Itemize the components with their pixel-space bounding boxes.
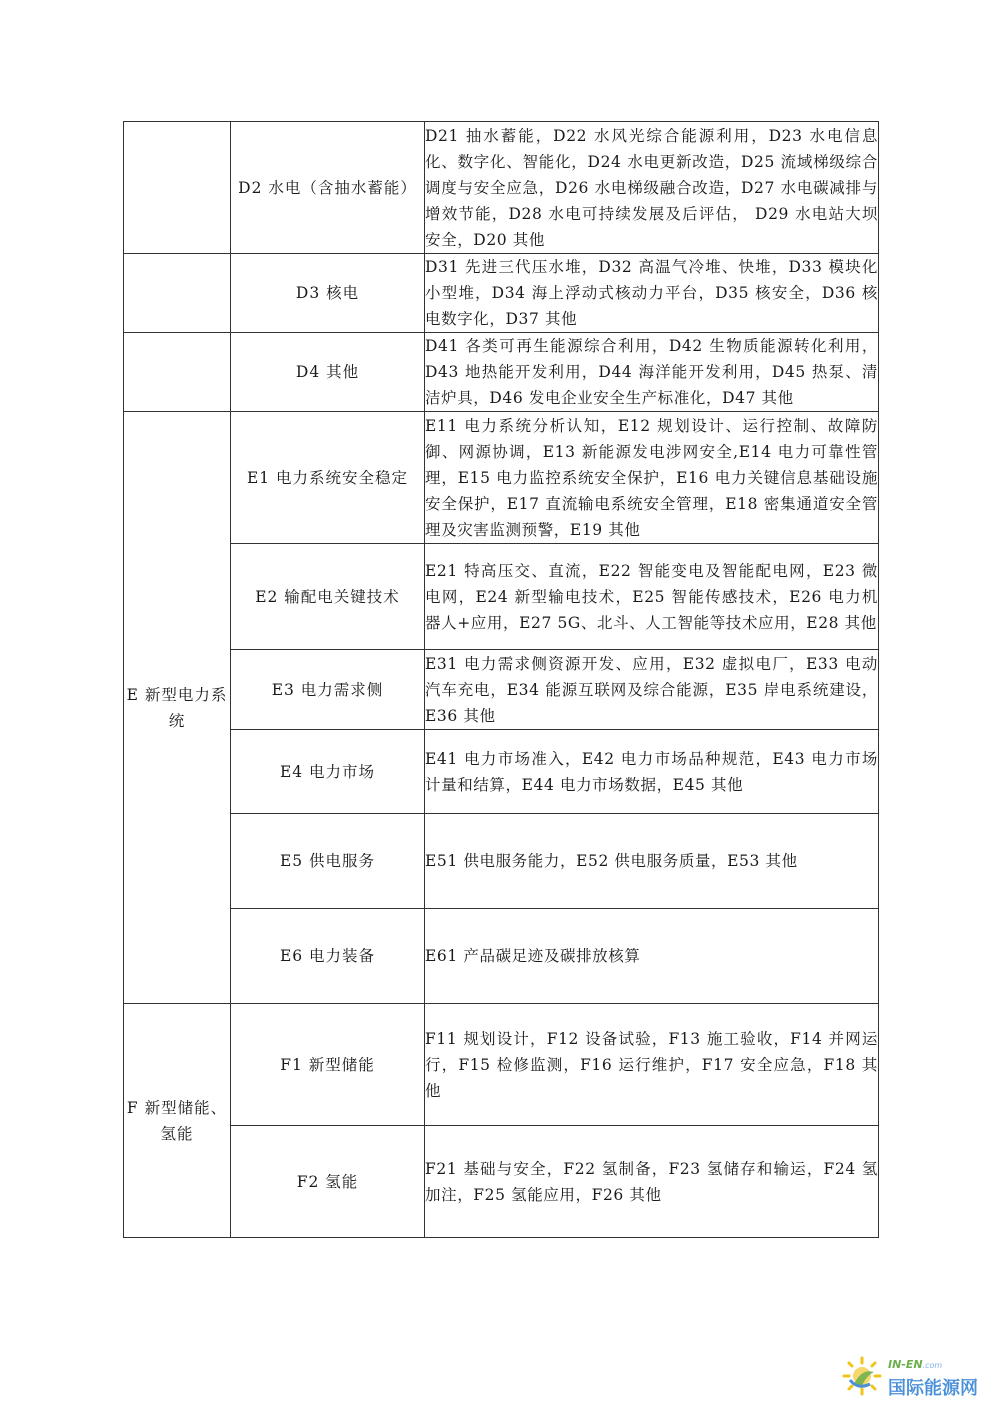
items-cell: D31 先进三代压水堆，D32 高温气冷堆、快堆，D33 模块化小型堆，D34 海上浮动式核动力平台，D35 核安全，D36 核电数字化，D37 其他 — [425, 254, 879, 333]
table-row — [124, 814, 879, 909]
watermark-logo — [840, 1352, 980, 1400]
items-cell: E61 产品碳足迹及碳排放核算 — [425, 909, 879, 1004]
subcategory-cell: F1 新型储能 — [231, 1004, 425, 1126]
category-cell — [124, 333, 231, 412]
sun-icon — [840, 1354, 884, 1398]
table-row — [124, 909, 879, 1004]
category-cell — [124, 254, 231, 333]
watermark-name: 国际能源网 — [888, 1378, 978, 1399]
category-table — [123, 121, 879, 1238]
subcategory-cell: F2 氢能 — [231, 1126, 425, 1238]
items-cell: F11 规划设计，F12 设备试验，F13 施工验收，F14 并网运行，F15 检修监测，F16 运行维护，F17 安全应急，F18 其他 — [425, 1004, 879, 1126]
category-cell: E 新型电力系统 — [124, 412, 231, 1004]
items-cell: D21 抽水蓄能，D22 水风光综合能源利用，D23 水电信息化、数字化、智能化，D24 水电更新改造，D25 流域梯级综合调度与安全应急，D26 水电梯级融合改造，D27 水电碳减排与增效节能，D28 水电可持续发展及后评估， D29 水电站大坝安全，D20 其他 — [425, 122, 879, 254]
items-cell: D41 各类可再生能源综合利用，D42 生物质能源转化利用，D43 地热能开发利用，D44 海洋能开发利用，D45 热泵、清洁炉具，D46 发电企业安全生产标准化，D47 其他 — [425, 333, 879, 412]
category-cell — [124, 122, 231, 254]
items-cell: F21 基础与安全，F22 氢制备，F23 氢储存和输运，F24 氢加注，F25 氢能应用，F26 其他 — [425, 1126, 879, 1238]
subcategory-cell: E2 输配电关键技术 — [231, 544, 425, 650]
table-row — [124, 333, 879, 412]
items-cell: E51 供电服务能力，E52 供电服务质量，E53 其他 — [425, 814, 879, 909]
items-cell: E41 电力市场准入，E42 电力市场品种规范，E43 电力市场计量和结算，E44 电力市场数据，E45 其他 — [425, 730, 879, 814]
table-row — [124, 730, 879, 814]
subcategory-cell: E6 电力装备 — [231, 909, 425, 1004]
subcategory-cell: E3 电力需求侧 — [231, 650, 425, 730]
table-row — [124, 412, 879, 544]
table-row — [124, 254, 879, 333]
subcategory-cell: E1 电力系统安全稳定 — [231, 412, 425, 544]
items-cell: E21 特高压交、直流，E22 智能变电及智能配电网，E23 微电网，E24 新型输电技术，E25 智能传感技术，E26 电力机器人+应用，E27 5G、北斗、人工智能等技术应用，E28 其他 — [425, 544, 879, 650]
items-cell: E11 电力系统分析认知，E12 规划设计、运行控制、故障防御、网源协调，E13 新能源发电涉网安全,E14 电力可靠性管理，E15 电力监控系统安全保护，E16 电力关键信息基础设施安全保护，E17 直流输电系统安全管理，E18 密集通道安全管理及灾害监测预警，E19 其他 — [425, 412, 879, 544]
table-row — [124, 650, 879, 730]
subcategory-cell: E4 电力市场 — [231, 730, 425, 814]
watermark-site: IN-EN.com — [888, 1358, 943, 1371]
table-row — [124, 1004, 879, 1126]
subcategory-cell: D3 核电 — [231, 254, 425, 333]
subcategory-cell: E5 供电服务 — [231, 814, 425, 909]
subcategory-cell: D2 水电（含抽水蓄能） — [231, 122, 425, 254]
category-cell: F 新型储能、氢能 — [124, 1004, 231, 1238]
items-cell: E31 电力需求侧资源开发、应用，E32 虚拟电厂，E33 电动汽车充电，E34 能源互联网及综合能源，E35 岸电系统建设，E36 其他 — [425, 650, 879, 730]
subcategory-cell: D4 其他 — [231, 333, 425, 412]
table-row — [124, 122, 879, 254]
table-row — [124, 1126, 879, 1238]
table-row — [124, 544, 879, 650]
